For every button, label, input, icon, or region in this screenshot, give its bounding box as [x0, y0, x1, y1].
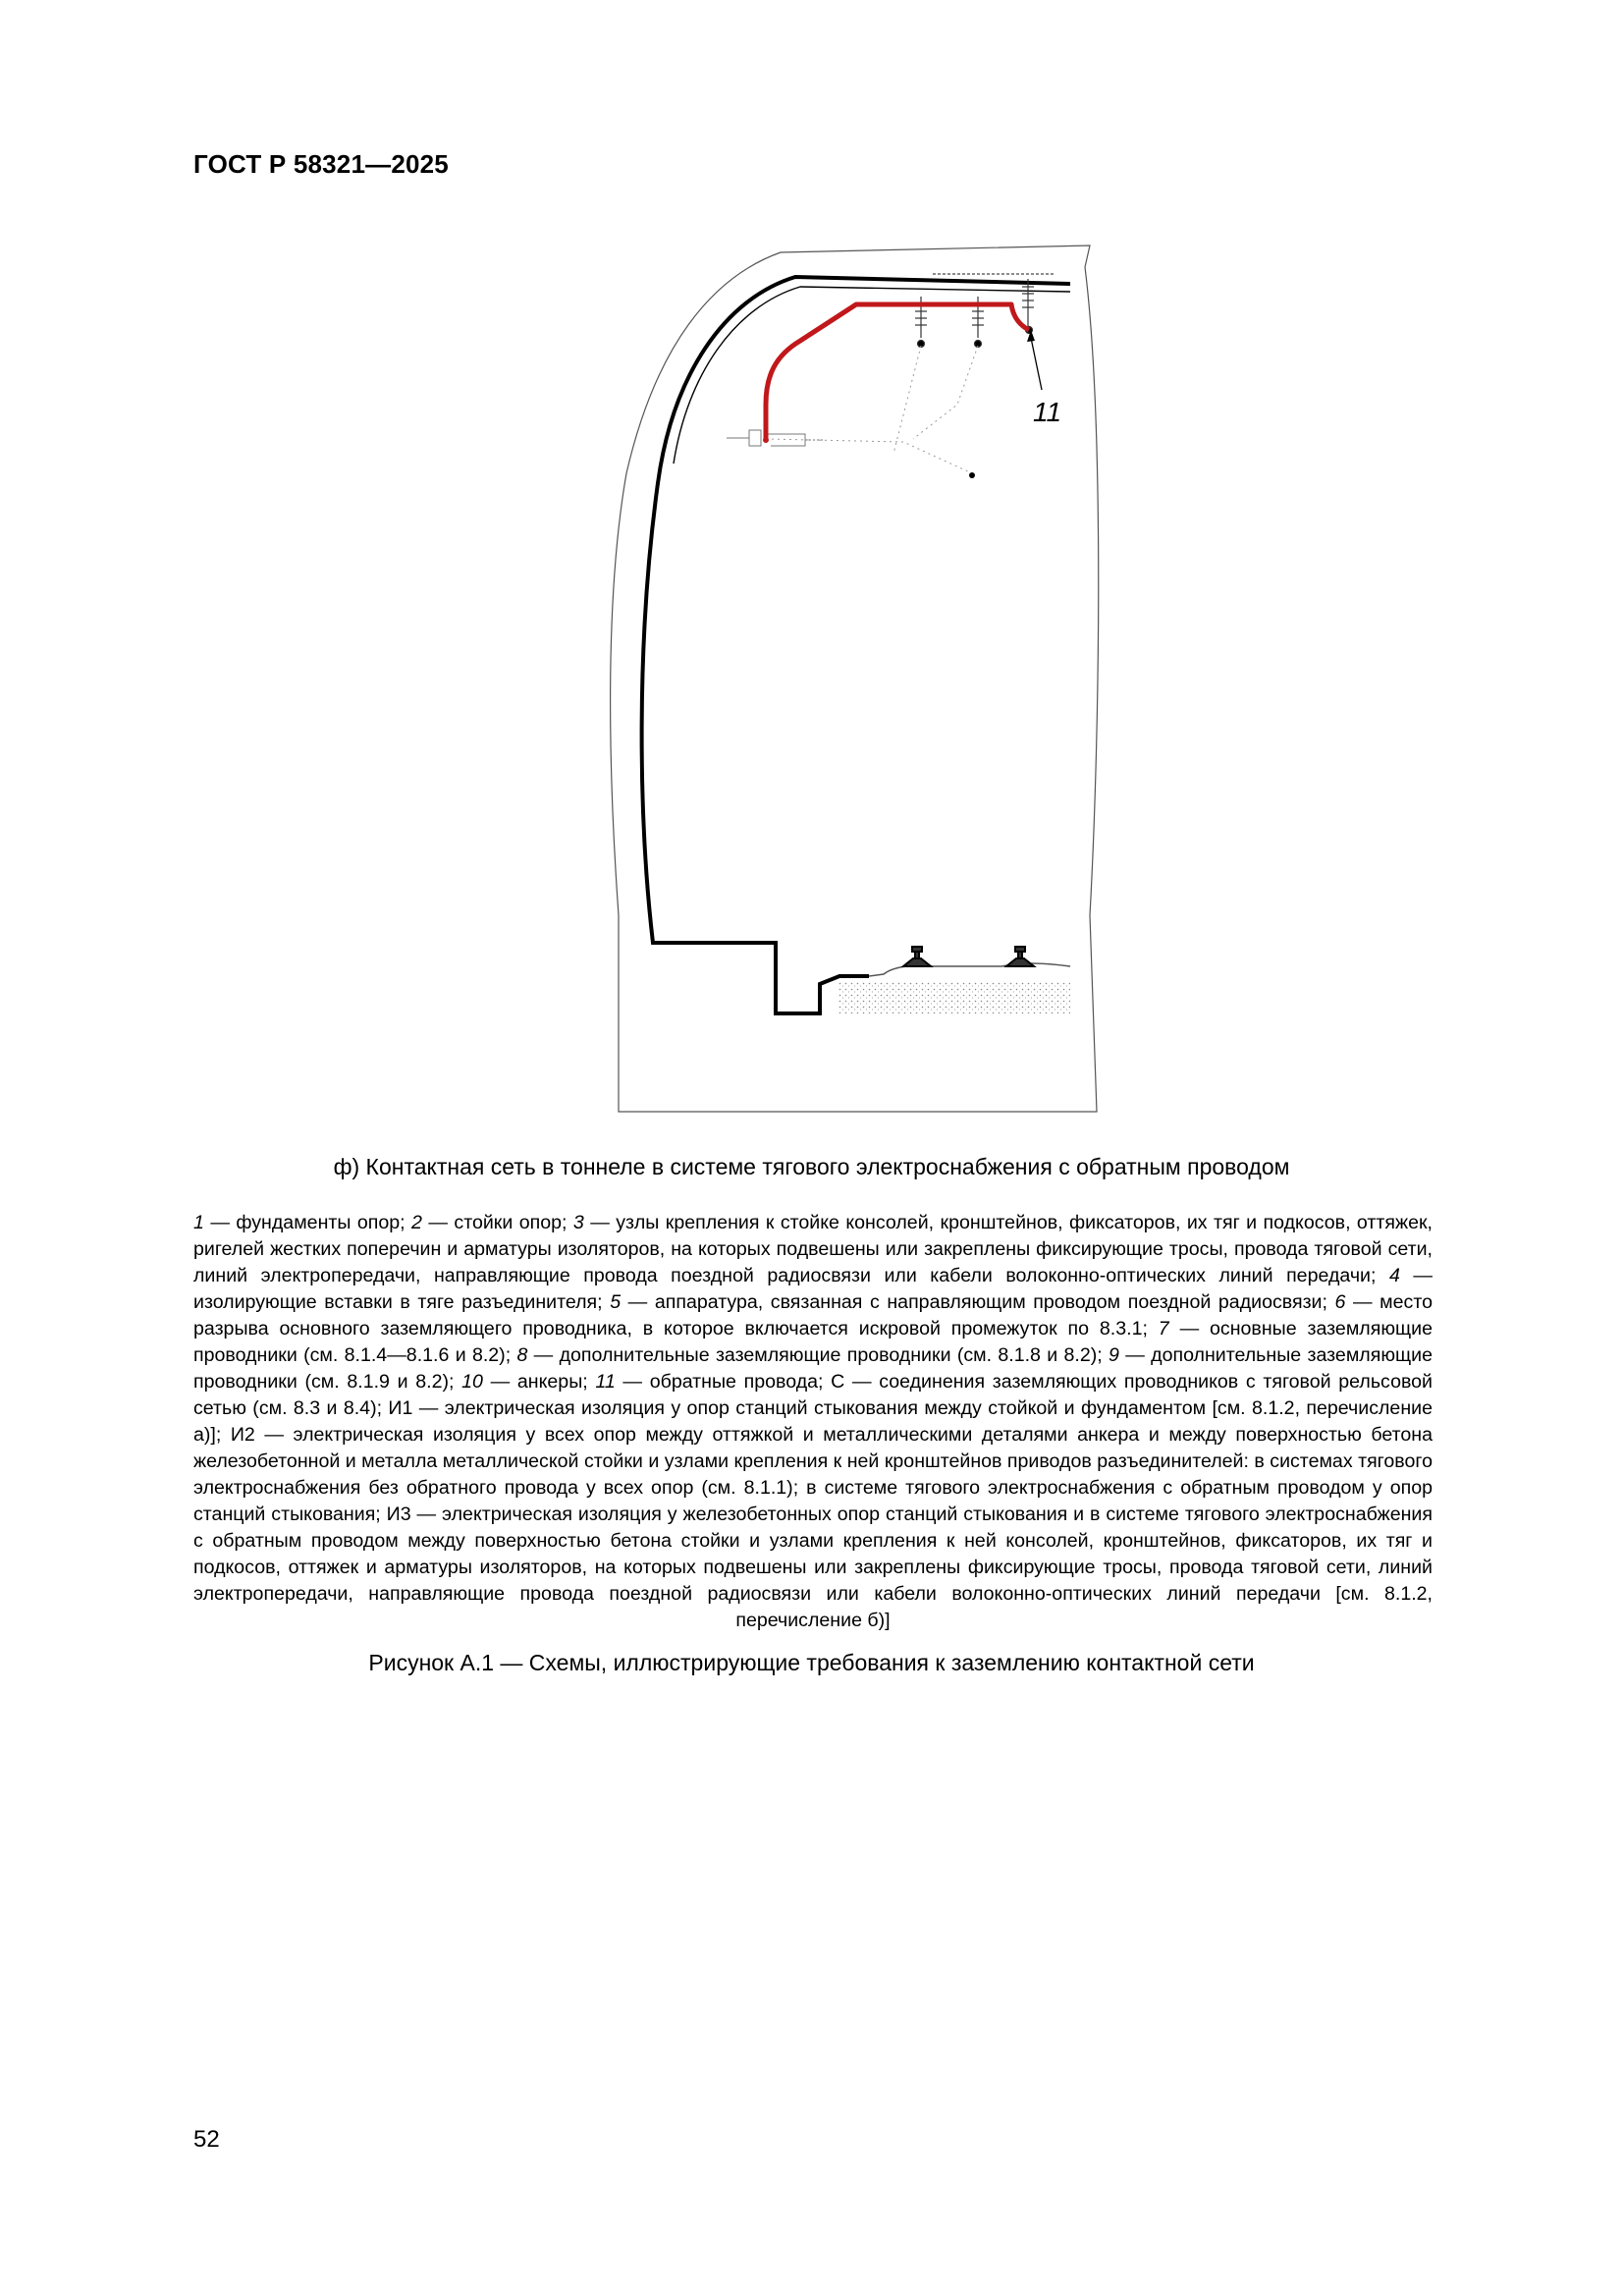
- legend-num: 10: [461, 1371, 483, 1393]
- legend-num: 11: [595, 1371, 616, 1393]
- catenary-dotted-lines: [766, 346, 978, 473]
- legend-num: 1: [193, 1212, 204, 1233]
- legend-text: — узлы крепления к стойке консолей, кронштейнов, фиксаторов, их тяг и подкосов, оттяжек, ригелей жестких поперечин и арматуры изоляторов, на которых подвешены или закреплены фиксирующие тросы, провода тяговой сети, линий электропередачи, направляющие провода поездной радиосвязи или кабели волоконно-оптических линий передачи;: [193, 1212, 1433, 1286]
- legend-text: — аппаратура, связанная с направляющим проводом поездной радиосвязи;: [621, 1291, 1335, 1313]
- rail-left: [903, 947, 931, 966]
- tunnel-diagram: [609, 228, 1100, 1129]
- legend-text: — основные заземляющие проводники (см. 8.1.4—8.1.6 и 8.2);: [193, 1318, 1433, 1366]
- track-bed-profile: [869, 963, 1070, 976]
- tunnel-inner-wall: [642, 277, 1070, 1013]
- document-header: ГОСТ Р 58321—2025: [193, 149, 449, 179]
- legend-num: 2: [411, 1212, 422, 1233]
- legend-text: — место разрыва основного заземляющего проводника, в которое включается искровой промежуток по 8.3.1;: [193, 1291, 1433, 1339]
- callout-label-11: 11: [1033, 397, 1062, 427]
- legend-text: — дополнительные заземляющие проводники (см. 8.1.9 и 8.2);: [193, 1344, 1433, 1393]
- rail-right: [1006, 947, 1034, 966]
- legend-text: — стойки опор;: [421, 1212, 573, 1233]
- legend-num: 7: [1158, 1318, 1169, 1339]
- wall-bracket: [727, 430, 825, 446]
- legend-text: — изолирующие вставки в тяге разъединителя;: [193, 1265, 1433, 1313]
- tunnel-diagram-svg: [609, 228, 1100, 1129]
- figure-legend: [193, 1210, 1433, 1634]
- legend-text: — обратные провода; С — соединения заземляющих проводников с тяговой рельсовой сетью (см. 8.3 и 8.4); И1 — электрическая изоляция у опор станций стыкования между стойкой и фундаментом [см. 8.1.2, перечисление а)]; И2 — электрическая изоляция у всех опор между оттяжкой и металлическими деталями анкера и между поверхностью бетона железобетонной и металла металлической стойки и узлами крепления к ней кронштейнов приводов разъединителей: в системах тягового электроснабжения без обратного провода у всех опор (см. 8.1.1); в системе тягового электроснабжения с обратным проводом у опор станций стыкования; И3 — электрическая изоляция у железобетонных опор станций стыкования и в системе тягового электроснабжения с обратным проводом между поверхностью бетона стойки и узлами крепления к ней консолей, кронштейнов, фиксаторов, их тяг и подкосов, оттяжек и арматуры изоляторов, на которых подвешены или закреплены фиксирующие тросы, провода тяговой сети, линий электропередачи, направляющие провода поездной радиосвязи или кабели волоконно-оптических линий передачи [см. 8.1.2, перечисление б)]: [193, 1371, 1433, 1631]
- ballast-bed: [839, 982, 1070, 1013]
- legend-num: 9: [1109, 1344, 1119, 1366]
- callout-leader-line: [1031, 338, 1042, 390]
- legend-num: 5: [610, 1291, 622, 1313]
- return-wire-end: [763, 437, 769, 443]
- legend-num: 3: [572, 1212, 584, 1233]
- legend-num: 6: [1334, 1291, 1346, 1313]
- legend-num: 8: [516, 1344, 528, 1366]
- figure-subcaption: ф) Контактная сеть в тоннеле в системе тягового электроснабжения с обратным проводом: [333, 1154, 1290, 1179]
- contact-wire-point: [969, 472, 975, 478]
- tunnel-outer-outline: [611, 246, 1099, 1112]
- page-number: 52: [193, 2126, 220, 2153]
- legend-num: 4: [1388, 1265, 1400, 1286]
- legend-text: — дополнительные заземляющие проводники (см. 8.1.8 и 8.2);: [527, 1344, 1109, 1366]
- figure-caption: Рисунок А.1 — Схемы, иллюстрирующие требования к заземлению контактной сети: [368, 1650, 1255, 1675]
- return-wire: [766, 304, 1029, 438]
- legend-text: — анкеры;: [482, 1371, 596, 1393]
- legend-text: — фундаменты опор;: [203, 1212, 412, 1233]
